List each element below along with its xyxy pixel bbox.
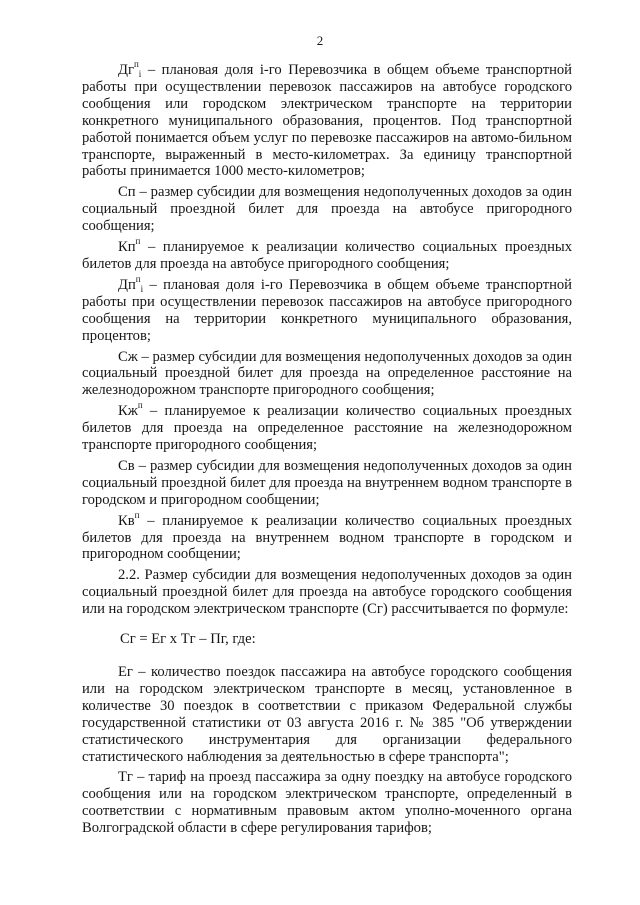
- paragraph-sp: [82, 184, 572, 235]
- term: Дп: [118, 276, 136, 293]
- term-superscript: п: [135, 273, 141, 284]
- paragraph-text: – плановая доля i-го Перевозчика в общем объеме транспортной работы при осуществлении перевозок пассажиров на автобусе городского сообщения или городском электрическом транспорте на территории конкретного муниципального образования, процентов. Под транспортной работой понимается объем услуг по перевозке пассажиров на автомо-бильном транспорте, выраженный в место-километрах. За единицу транспортной работы принимается 1000 место-километров;: [82, 62, 572, 180]
- paragraph-tg: [82, 769, 572, 837]
- term-superscript: п: [133, 59, 139, 69]
- term: Св: [118, 457, 135, 474]
- term: Кв: [118, 512, 135, 529]
- paragraph-kzh: [82, 400, 572, 454]
- paragraph-text: – планируемое к реализации количество социальных проездных билетов для проезда на определенное расстояние на железнодорожном транспорте пригородного сообщения;: [82, 403, 572, 454]
- term: Тг: [118, 769, 133, 786]
- term: Дг: [118, 62, 134, 78]
- paragraph-2-2: [82, 567, 572, 618]
- term: Ег: [118, 664, 133, 680]
- term-superscript: п: [135, 236, 141, 247]
- term: Кж: [118, 403, 138, 420]
- term: Сж: [118, 348, 138, 365]
- formula: Сг = Ег x Тг – Пг, где:: [120, 631, 256, 648]
- paragraph-kv: [82, 509, 572, 564]
- paragraph-text: – тариф на проезд пассажира за одну поездку на автобусе городского сообщения или на городском электрическом транспорте, определенный в соответствии с нормативным правовым актом уполно-моченного органа Волгоградской области в сфере регулирования тарифов;: [82, 769, 572, 837]
- paragraph-dp: [82, 273, 572, 345]
- paragraph-text: – количество поездок пассажира на автобусе городского сообщения или на городском электрическом транспорте в месяц, установленное в количестве 30 поездок в соответствии с приказом Федеральной службы государственной статистики от 03 августа 2016 г. № 385 "Об утверждении статистического инструментария для организации федерального статистического наблюдения за деятельностью в сфере транспорта";: [82, 664, 572, 765]
- paragraph-text: – планируемое к реализации количество социальных проездных билетов для проезда на автобусе пригородного сообщения;: [82, 239, 572, 272]
- paragraph-sv: [82, 458, 572, 509]
- document-body: [82, 59, 572, 841]
- paragraph-text: – плановая доля i-го Перевозчика в общем объеме транспортной работы при осуществлении перевозок пассажиров на автобусе пригородного сообщения на территории конкретного муниципального образования, процентов;: [82, 276, 572, 344]
- paragraph-text: – размер субсидии для возмещения недополученных доходов за один социальный проездной билет для проезда на определенное расстояние на железнодорожном транспорте пригородного сообщения;: [82, 348, 572, 399]
- term-superscript: п: [137, 400, 143, 411]
- paragraph-kp: [82, 236, 572, 273]
- paragraph-eg: [82, 664, 572, 765]
- paragraph-text: 2.2. Размер субсидии для возмещения недополученных доходов за один социальный проездной билет для проезда на автобусе городского сообщения или на городском электрическом транспорте (Сг) рассчитывается по формуле:: [82, 567, 572, 618]
- paragraph-text: – размер субсидии для возмещения недополученных доходов за один социальный проездной билет для проезда на внутреннем водном транспорте в городском и пригородном сообщении;: [82, 457, 572, 508]
- paragraph-text: – размер субсидии для возмещения недополученных доходов за один социальный проездной билет для проезда на автобусе пригородного сообщения;: [82, 184, 572, 235]
- term-subscript: i: [138, 69, 142, 79]
- term: Кп: [118, 239, 136, 256]
- term-subscript: i: [140, 283, 144, 294]
- term-superscript: п: [134, 509, 140, 520]
- paragraph-text: – планируемое к реализации количество социальных проездных билетов для проезда на внутреннем водном транспорте в городском и пригородном сообщении;: [82, 512, 572, 563]
- paragraph-dg: [82, 59, 572, 180]
- page-number: 2: [316, 33, 324, 48]
- term: Сп: [118, 184, 136, 201]
- paragraph-sg: [82, 349, 572, 400]
